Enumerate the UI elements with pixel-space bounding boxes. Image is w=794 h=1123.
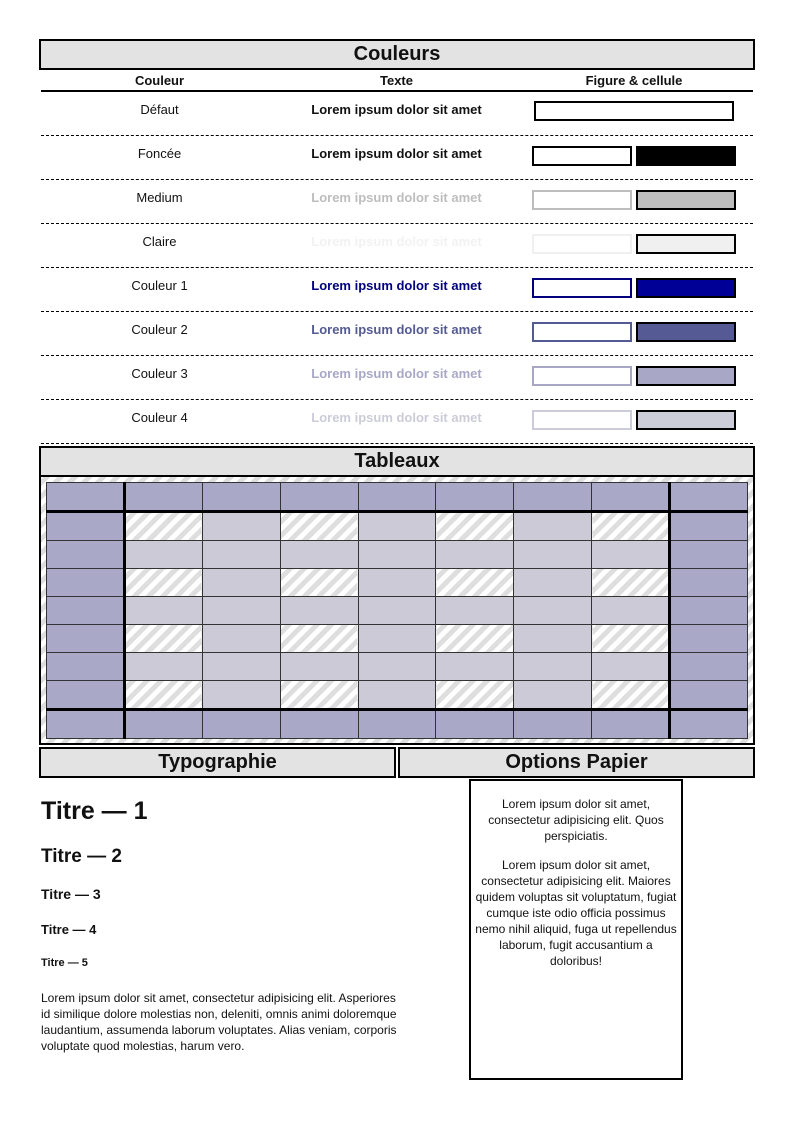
table-row <box>47 624 748 652</box>
table-cell <box>514 569 592 597</box>
table-cell <box>592 596 670 624</box>
color-row <box>41 224 753 268</box>
table-cell <box>124 541 202 569</box>
typography-paragraph: Lorem ipsum dolor sit amet, consectetur adipisicing elit. Asperiores id similique dolore molestias non, deleniti, omnis animi doloremque laudantium, assumenda laborum voluptates. Alias veniam, corporis voluptate quod molestias, harum vero. <box>41 991 397 1053</box>
heading-5: Titre — 5 <box>41 957 88 969</box>
column-header-texte: Texte <box>380 73 413 88</box>
table-cell <box>436 652 514 680</box>
table-cell <box>280 512 358 541</box>
table-cell <box>670 541 748 569</box>
color-outline-swatch <box>532 234 632 254</box>
table-cell <box>47 483 125 512</box>
table-cell <box>47 624 125 652</box>
color-sample-text: Lorem ipsum dolor sit amet <box>311 190 482 205</box>
table-cell <box>202 624 280 652</box>
table-cell <box>280 541 358 569</box>
color-fill-swatch <box>636 234 736 254</box>
table-footer-row <box>47 709 748 738</box>
table-cell <box>514 541 592 569</box>
table-cell <box>358 596 436 624</box>
color-fill-swatch <box>636 146 736 166</box>
table-cell <box>358 541 436 569</box>
color-name: Medium <box>136 190 183 205</box>
color-outline-swatch <box>532 146 632 166</box>
table-cell <box>280 709 358 738</box>
table-row <box>47 680 748 709</box>
color-outline-swatch <box>532 322 632 342</box>
table-cell <box>47 512 125 541</box>
table-cell <box>436 596 514 624</box>
table-cell <box>202 652 280 680</box>
table-cell <box>124 596 202 624</box>
color-name: Couleur 2 <box>131 322 188 337</box>
paper-paragraph-2: Lorem ipsum dolor sit amet, consectetur adipisicing elit. Maiores quidem voluptas sit voluptatum, fugiat cumque iste odio officia possimus nemo nihil aliquid, fuga ut repellendus laborum, fugit accusantium a doloribus! <box>475 858 677 968</box>
color-sample-text: Lorem ipsum dolor sit amet <box>311 278 482 293</box>
color-outline-swatch <box>532 278 632 298</box>
color-name: Couleur 4 <box>131 410 188 425</box>
table-cell <box>124 569 202 597</box>
paper-section-title: Options Papier <box>398 747 755 778</box>
color-sample-text: Lorem ipsum dolor sit amet <box>311 322 482 337</box>
color-row <box>41 400 753 444</box>
color-row <box>41 136 753 180</box>
table-cell <box>670 709 748 738</box>
table-cell <box>358 680 436 709</box>
table-cell <box>47 680 125 709</box>
table-cell <box>47 596 125 624</box>
table-cell <box>592 680 670 709</box>
table-cell <box>670 569 748 597</box>
table-cell <box>592 541 670 569</box>
table-row <box>47 512 748 541</box>
colors-rows <box>41 92 753 444</box>
color-sample-text: Lorem ipsum dolor sit amet <box>311 410 482 425</box>
table-cell <box>280 624 358 652</box>
table-cell <box>436 569 514 597</box>
table-cell <box>202 512 280 541</box>
table-cell <box>514 624 592 652</box>
heading-4: Titre — 4 <box>41 922 97 937</box>
color-name: Foncée <box>137 146 182 161</box>
table-row <box>47 652 748 680</box>
table-cell <box>670 680 748 709</box>
color-row <box>41 356 753 400</box>
table-cell <box>670 512 748 541</box>
column-header-couleur: Couleur <box>134 73 185 88</box>
table-cell <box>592 652 670 680</box>
color-row <box>41 92 753 136</box>
sample-table <box>46 482 748 739</box>
table-cell <box>47 569 125 597</box>
color-row <box>41 268 753 312</box>
table-cell <box>358 624 436 652</box>
table-cell <box>358 652 436 680</box>
table-cell <box>202 709 280 738</box>
color-name: Couleur 3 <box>131 366 188 381</box>
table-cell <box>202 596 280 624</box>
color-outline-swatch <box>532 366 632 386</box>
table-cell <box>280 652 358 680</box>
table-cell <box>436 541 514 569</box>
tables-section-title: Tableaux <box>39 446 755 477</box>
table-cell <box>202 569 280 597</box>
color-fill-swatch <box>636 366 736 386</box>
table-cell <box>592 569 670 597</box>
color-row <box>41 180 753 224</box>
color-sample-text: Lorem ipsum dolor sit amet <box>311 102 482 117</box>
table-cell <box>670 624 748 652</box>
table-cell <box>358 483 436 512</box>
table-cell <box>124 709 202 738</box>
table-header-row <box>47 483 748 512</box>
color-name: Claire <box>142 234 177 249</box>
heading-2: Titre — 2 <box>41 846 122 867</box>
table-cell <box>358 512 436 541</box>
table-cell <box>124 680 202 709</box>
table-cell <box>280 483 358 512</box>
color-fill-swatch <box>636 278 736 298</box>
table-cell <box>592 624 670 652</box>
table-cell <box>514 483 592 512</box>
color-outline-swatch <box>532 190 632 210</box>
table-cell <box>436 624 514 652</box>
table-row <box>47 596 748 624</box>
table-cell <box>47 541 125 569</box>
table-cell <box>124 652 202 680</box>
color-name: Défaut <box>140 102 179 117</box>
color-fill-swatch <box>636 190 736 210</box>
table-cell <box>280 596 358 624</box>
table-cell <box>670 483 748 512</box>
table-cell <box>514 652 592 680</box>
table-cell <box>670 652 748 680</box>
color-outline-swatch <box>534 101 734 121</box>
table-cell <box>47 652 125 680</box>
table-cell <box>436 709 514 738</box>
table-cell <box>47 709 125 738</box>
table-cell <box>358 569 436 597</box>
table-cell <box>514 709 592 738</box>
table-cell <box>514 512 592 541</box>
color-sample-text: Lorem ipsum dolor sit amet <box>311 366 482 381</box>
heading-3: Titre — 3 <box>41 886 101 902</box>
heading-1: Titre — 1 <box>41 797 148 825</box>
table-cell <box>436 483 514 512</box>
table-cell <box>124 512 202 541</box>
table-cell <box>124 624 202 652</box>
table-row <box>47 569 748 597</box>
color-outline-swatch <box>532 410 632 430</box>
table-cell <box>280 680 358 709</box>
table-row <box>47 541 748 569</box>
table-cell <box>592 709 670 738</box>
table-cell <box>202 680 280 709</box>
table-cell <box>202 541 280 569</box>
table-cell <box>670 596 748 624</box>
table-cell <box>592 483 670 512</box>
color-name: Couleur 1 <box>131 278 188 293</box>
table-cell <box>514 596 592 624</box>
paper-sample-box <box>469 779 683 1080</box>
color-sample-text: Lorem ipsum dolor sit amet <box>311 146 482 161</box>
color-row <box>41 312 753 356</box>
color-fill-swatch <box>636 322 736 342</box>
typography-section-title: Typographie <box>39 747 396 778</box>
table-cell <box>124 483 202 512</box>
color-fill-swatch <box>636 410 736 430</box>
paper-paragraph-1: Lorem ipsum dolor sit amet, consectetur adipisicing elit. Quos perspiciatis. <box>488 797 664 843</box>
table-cell <box>592 512 670 541</box>
table-cell <box>436 512 514 541</box>
table-cell <box>514 680 592 709</box>
table-cell <box>358 709 436 738</box>
colors-section-title: Couleurs <box>39 39 755 70</box>
table-cell <box>436 680 514 709</box>
color-sample-text: Lorem ipsum dolor sit amet <box>311 234 482 249</box>
column-header-figure: Figure & cellule <box>585 73 683 88</box>
table-cell <box>280 569 358 597</box>
colors-column-headers <box>41 72 753 92</box>
table-cell <box>202 483 280 512</box>
